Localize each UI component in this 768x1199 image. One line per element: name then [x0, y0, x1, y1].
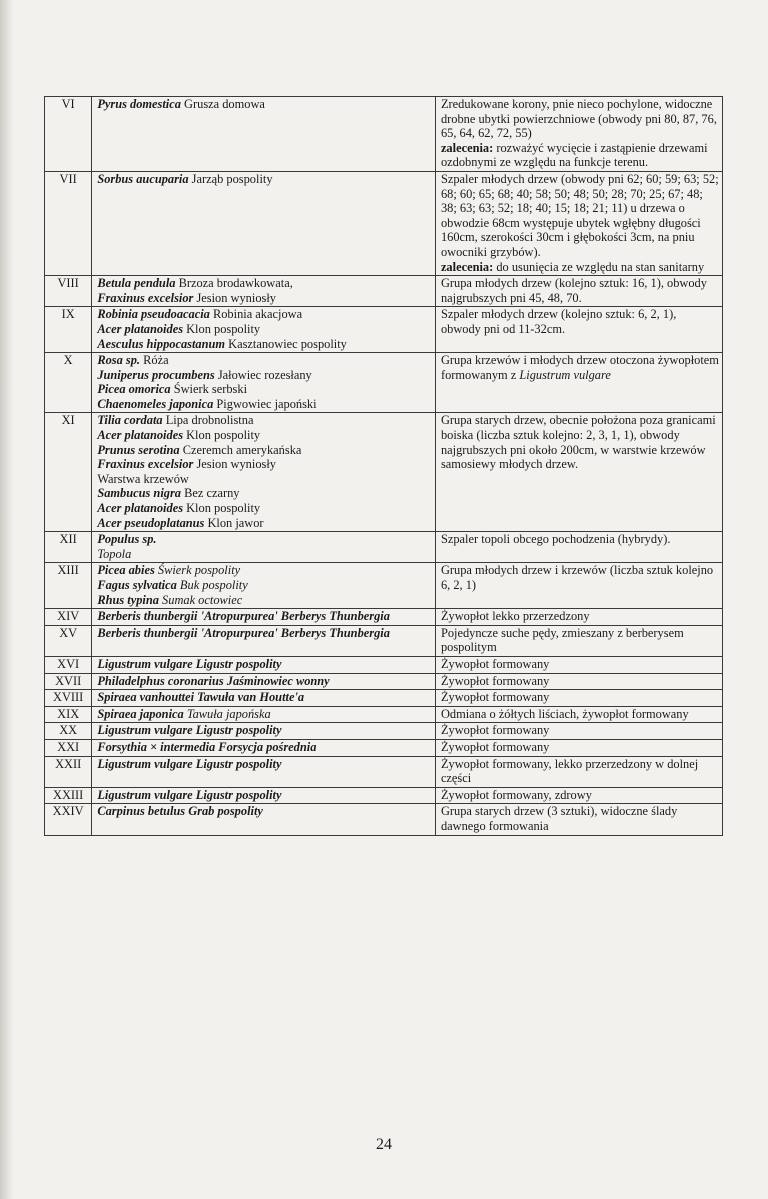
row-number-cell	[45, 723, 92, 740]
description-text	[441, 674, 719, 689]
description-cell	[435, 706, 722, 723]
species-latin-name: Robinia pseudoacacia	[97, 307, 210, 322]
species-cell	[92, 787, 436, 804]
species-cell	[92, 413, 436, 532]
description-sentence: Żywopłot formowany	[440, 739, 550, 754]
row-roman-number: XVI	[57, 656, 80, 671]
row-roman-number: VIII	[57, 276, 79, 291]
species-common-name: Klon pospolity	[183, 501, 261, 516]
species-latin-name: Ligustrum vulgare Ligustr pospolity	[97, 787, 282, 802]
table-body	[45, 97, 723, 836]
species-line	[97, 516, 432, 531]
species-cell	[92, 563, 436, 609]
row-roman-number: XII	[59, 532, 77, 547]
table-row	[45, 656, 723, 673]
description-sentence: Grupa młodych drzew i krzewów (liczba sztuk kolejno 6, 2, 1)	[440, 563, 714, 592]
species-common-name: Róża	[140, 353, 169, 368]
row-number-cell	[45, 706, 92, 723]
species-line	[97, 172, 432, 187]
description-text	[441, 626, 719, 655]
species-common-name: Sumak octowiec	[158, 592, 243, 607]
description-cell	[435, 787, 722, 804]
species-common-name: Jarząb pospolity	[188, 171, 273, 186]
description-cell	[435, 563, 722, 609]
description-cell	[435, 413, 722, 532]
description-cell	[435, 804, 722, 835]
row-roman-number: XXII	[55, 756, 82, 771]
species-latin-name: Philadelphus coronarius Jaśminowiec wonny	[97, 673, 330, 688]
species-cell	[92, 609, 436, 626]
species-line	[97, 353, 432, 368]
species-line	[97, 291, 432, 306]
description-cell	[435, 625, 722, 656]
row-number-cell	[45, 787, 92, 804]
description-sentence: Żywopłot formowany	[440, 723, 550, 738]
row-number-cell	[45, 276, 92, 307]
row-number-cell	[45, 353, 92, 413]
species-line	[97, 532, 432, 547]
species-latin-name: Carpinus betulus Grab pospolity	[97, 804, 263, 819]
species-line	[97, 674, 432, 689]
species-common-name: Klon pospolity	[183, 428, 261, 443]
species-common-name: Klon jawor	[204, 515, 264, 530]
table-row	[45, 673, 723, 690]
description-text	[441, 172, 719, 260]
species-line	[97, 276, 432, 291]
table-row	[45, 706, 723, 723]
species-latin-name: Fraxinus excelsior	[97, 290, 194, 305]
description-sentence: Grupa starych drzew (3 sztuki), widoczne ślady dawnego formowania	[440, 804, 678, 833]
description-sentence: Żywopłot lekko przerzedzony	[440, 609, 590, 624]
description-cell	[435, 353, 722, 413]
row-roman-number: IX	[61, 307, 75, 322]
species-latin-name: Spiraea vanhouttei Tawuła van Houtte'a	[97, 690, 305, 705]
species-latin-name: Juniperus procumbens	[97, 367, 215, 382]
species-cell	[92, 97, 436, 172]
description-sentence: Żywopłot formowany, zdrowy	[440, 787, 592, 802]
species-cell	[92, 756, 436, 787]
species-common-name: Robinia akacjowa	[209, 307, 303, 322]
description-sentence: Grupa młodych drzew (kolejno sztuk: 16, 1), obwody najgrubszych pni 45, 48, 70.	[440, 276, 707, 305]
page-number: 24	[376, 1136, 392, 1153]
description-sentence: Pojedyncze suche pędy, zmieszany z berberysem pospolitym	[440, 625, 684, 655]
species-common-name: Topola	[97, 546, 132, 561]
species-common-name: Świerk serbski	[170, 382, 248, 397]
description-text	[441, 609, 719, 624]
species-latin-name: Sambucus nigra	[97, 486, 181, 501]
species-line	[97, 97, 432, 112]
row-number-cell	[45, 171, 92, 275]
description-sentence: Grupa starych drzew, obecnie położona poza granicami boiska (liczba sztuk kolejno: 2, 3, 1, 1), obwody najgrubszych pni około 200cm, w warstwie krzewów samosiewy młodych drzew.	[440, 413, 716, 472]
species-line	[97, 578, 432, 593]
page-spine-shadow	[0, 0, 14, 1199]
description-text	[441, 804, 719, 833]
description-text	[441, 307, 719, 336]
row-roman-number: XVII	[55, 673, 82, 688]
species-latin-name: Sorbus aucuparia	[97, 171, 189, 186]
row-roman-number: XIV	[57, 609, 80, 624]
row-number-cell	[45, 756, 92, 787]
table-row	[45, 532, 723, 563]
row-number-cell	[45, 563, 92, 609]
description-text	[441, 657, 719, 672]
species-common-name: Kasztanowiec pospolity	[225, 336, 347, 351]
species-common-name: Bez czarny	[180, 486, 240, 501]
species-line	[97, 413, 432, 428]
recommendation-label: zalecenia:	[440, 140, 494, 155]
description-sentence: Żywopłot formowany, lekko przerzedzony w dolnej części	[440, 756, 699, 786]
species-common-name: Warstwa krzewów	[97, 471, 189, 486]
species-line	[97, 788, 432, 803]
species-line	[97, 368, 432, 383]
species-cell	[92, 690, 436, 707]
species-latin-name: Berberis thunbergii 'Atropurpurea' Berberys Thunbergia	[97, 625, 390, 640]
species-cell	[92, 353, 436, 413]
row-roman-number: XIX	[57, 706, 80, 721]
description-sentence: Szpaler młodych drzew (kolejno sztuk: 6, 2, 1), obwody pni od 11-32cm.	[440, 307, 677, 336]
species-latin-name: Picea abies	[97, 563, 155, 578]
description-cell	[435, 656, 722, 673]
description-cell	[435, 97, 722, 172]
species-cell	[92, 706, 436, 723]
species-line	[97, 626, 432, 641]
species-line	[97, 593, 432, 608]
recommendation-label: zalecenia:	[440, 259, 494, 274]
description-cell	[435, 673, 722, 690]
species-common-name: Jesion wyniosły	[193, 290, 276, 305]
description-cell	[435, 171, 722, 275]
description-text	[441, 413, 719, 471]
species-common-name: Pigwowiec japoński	[213, 396, 317, 411]
row-number-cell	[45, 307, 92, 353]
description-text	[441, 740, 719, 755]
species-cell	[92, 804, 436, 835]
row-roman-number: VI	[61, 97, 75, 111]
description-cell	[435, 756, 722, 787]
species-line	[97, 757, 432, 772]
row-roman-number: XI	[61, 413, 75, 428]
species-latin-name: Chaenomeles japonica	[97, 396, 214, 411]
table-row	[45, 756, 723, 787]
species-line	[97, 690, 432, 705]
row-roman-number: X	[63, 353, 73, 368]
description-latin-name: Ligustrum vulgare	[519, 367, 611, 382]
row-roman-number: VII	[59, 171, 77, 186]
species-latin-name: Rhus typina	[97, 592, 159, 607]
species-latin-name: Acer platanoides	[97, 428, 184, 443]
row-number-cell	[45, 625, 92, 656]
species-cell	[92, 276, 436, 307]
species-latin-name: Ligustrum vulgare Ligustr pospolity	[97, 656, 282, 671]
species-common-name: Tawuła japońska	[183, 706, 271, 721]
description-cell	[435, 690, 722, 707]
species-common-name: Buk pospolity	[176, 578, 248, 592]
species-latin-name: Forsythia × intermedia Forsycja pośrednia	[97, 739, 317, 754]
species-latin-name: Rosa sp.	[97, 353, 141, 368]
species-cell	[92, 656, 436, 673]
species-line	[97, 382, 432, 397]
species-cell	[92, 723, 436, 740]
table-row	[45, 723, 723, 740]
species-latin-name: Acer platanoides	[97, 501, 184, 516]
description-text	[441, 757, 719, 786]
species-line	[97, 307, 432, 322]
description-cell	[435, 307, 722, 353]
row-number-cell	[45, 690, 92, 707]
species-line	[97, 443, 432, 458]
row-number-cell	[45, 413, 92, 532]
row-roman-number: XXI	[57, 739, 80, 754]
species-latin-name: Pyrus domestica	[97, 97, 181, 111]
species-latin-name: Prunus serotina	[97, 442, 180, 457]
species-latin-name: Spiraea japonica	[97, 706, 184, 721]
description-cell	[435, 532, 722, 563]
table-row	[45, 276, 723, 307]
description-sentence: Żywopłot formowany	[440, 656, 550, 671]
description-sentence: rozważyć wycięcie i zastąpienie drzewami ozdobnymi ze względu na funkcje terenu.	[440, 140, 708, 170]
description-text	[441, 563, 719, 592]
species-line	[97, 322, 432, 337]
description-text	[441, 353, 719, 382]
species-line	[97, 501, 432, 516]
species-common-name: Lipa drobnolistna	[162, 413, 254, 428]
species-line	[97, 723, 432, 738]
species-cell	[92, 625, 436, 656]
table-row	[45, 609, 723, 626]
row-roman-number: XXIV	[52, 804, 84, 819]
description-text	[441, 788, 719, 803]
row-number-cell	[45, 532, 92, 563]
species-common-name: Grusza domowa	[180, 97, 265, 111]
species-latin-name: Berberis thunbergii 'Atropurpurea' Berberys Thunbergia	[97, 609, 390, 624]
species-latin-name: Fagus sylvatica	[97, 578, 177, 592]
table-row	[45, 563, 723, 609]
table-row	[45, 97, 723, 172]
species-line	[97, 609, 432, 624]
species-common-name: Klon pospolity	[183, 321, 261, 336]
tree-inventory-table	[44, 96, 723, 836]
description-cell	[435, 609, 722, 626]
description-sentence: Żywopłot formowany	[440, 690, 550, 705]
table-row	[45, 787, 723, 804]
description-sentence: Odmiana o żółtych liściach, żywopłot formowany	[440, 706, 689, 721]
species-latin-name: Ligustrum vulgare Ligustr pospolity	[97, 756, 282, 771]
description-sentence: Grupa krzewów i młodych drzew otoczona żywopłotem formowanym z	[440, 353, 719, 382]
species-line	[97, 740, 432, 755]
row-number-cell	[45, 804, 92, 835]
species-latin-name: Acer pseudoplatanus	[97, 515, 205, 530]
row-roman-number: XXIII	[53, 787, 84, 802]
row-number-cell	[45, 739, 92, 756]
description-text	[441, 532, 719, 547]
species-cell	[92, 307, 436, 353]
species-common-name: Świerk pospolity	[154, 563, 241, 578]
table-row	[45, 739, 723, 756]
species-line	[97, 486, 432, 501]
species-latin-name: Ligustrum vulgare Ligustr pospolity	[97, 723, 282, 738]
description-text	[441, 723, 719, 738]
species-latin-name: Tilia cordata	[97, 413, 163, 428]
description-cell	[435, 276, 722, 307]
row-number-cell	[45, 97, 92, 172]
species-line	[97, 707, 432, 722]
description-sentence: Szpaler topoli obcego pochodzenia (hybrydy).	[440, 532, 671, 547]
species-common-name: Brzoza brodawkowata,	[175, 276, 293, 291]
row-number-cell	[45, 656, 92, 673]
species-latin-name: Fraxinus excelsior	[97, 457, 194, 472]
description-text	[441, 141, 719, 170]
species-cell	[92, 673, 436, 690]
species-line	[97, 428, 432, 443]
species-latin-name: Aesculus hippocastanum	[97, 336, 226, 351]
species-line	[97, 547, 432, 562]
table-row	[45, 625, 723, 656]
description-sentence: do usunięcia ze względu na stan sanitarny	[493, 259, 705, 274]
table-row	[45, 307, 723, 353]
description-text	[441, 690, 719, 705]
row-roman-number: XIII	[57, 563, 79, 578]
species-line	[97, 657, 432, 672]
row-roman-number: XX	[59, 723, 78, 738]
species-cell	[92, 532, 436, 563]
description-text	[441, 97, 719, 141]
table-row	[45, 353, 723, 413]
description-cell	[435, 723, 722, 740]
species-line	[97, 804, 432, 819]
species-latin-name: Acer platanoides	[97, 321, 184, 336]
species-latin-name: Betula pendula	[97, 276, 176, 291]
species-line	[97, 457, 432, 472]
species-line	[97, 563, 432, 578]
species-line	[97, 472, 432, 487]
description-text	[441, 260, 719, 275]
species-common-name: Jesion wyniosły	[193, 457, 276, 472]
species-latin-name: Picea omorica	[97, 382, 171, 397]
species-cell	[92, 739, 436, 756]
species-line	[97, 337, 432, 352]
species-cell	[92, 171, 436, 275]
row-roman-number: XV	[59, 625, 78, 640]
table-row	[45, 804, 723, 835]
species-line	[97, 397, 432, 412]
row-number-cell	[45, 609, 92, 626]
species-common-name: Jałowiec rozesłany	[214, 367, 312, 382]
species-common-name: Czeremch amerykańska	[179, 442, 302, 457]
description-sentence: Szpaler młodych drzew (obwody pni 62; 60; 59; 63; 52; 68; 60; 65; 68; 40; 58; 50; 48; 50; 28; 70; 25; 67; 48; 38; 63; 63; 52; 18; 40; 15; 18; 21; 11) u drzewa o obwodzie 68cm występuje ubytek wgłębny długości 160cm, szerokości 30cm i głębokości 3cm, na pniu owocniki grzybów).	[440, 171, 719, 259]
table-row	[45, 171, 723, 275]
description-text	[441, 707, 719, 722]
table-row	[45, 690, 723, 707]
description-sentence: Żywopłot formowany	[440, 673, 550, 688]
description-sentence: Zredukowane korony, pnie nieco pochylone, widoczne drobne ubytki powierzchniowe (obwody pni 80, 87, 76, 65, 64, 62, 72, 55)	[440, 97, 717, 141]
row-number-cell	[45, 673, 92, 690]
row-roman-number: XVIII	[53, 690, 84, 705]
species-latin-name: Populus sp.	[97, 532, 157, 547]
table-row	[45, 413, 723, 532]
description-cell	[435, 739, 722, 756]
description-text	[441, 276, 719, 305]
